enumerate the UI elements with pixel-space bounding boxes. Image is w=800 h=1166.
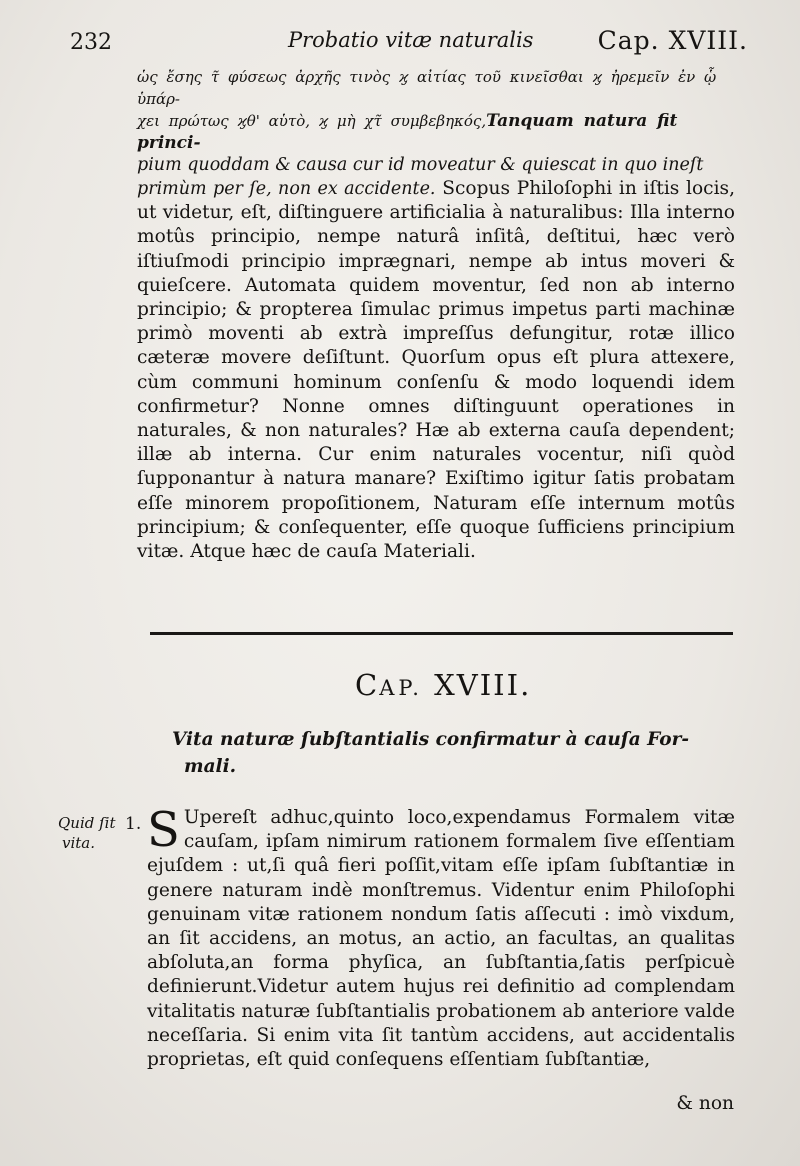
- page-number: 232: [70, 30, 112, 55]
- text-block-section-1: [125, 802, 735, 1072]
- greek-line-2-text: χει πρώτως ϗθ' αὑτὸ, ϗ μὴ χτ̃ συμβεβηκός,: [137, 112, 487, 130]
- catchword: & non: [676, 1093, 734, 1114]
- chapter-heading-ap: AP.: [379, 676, 423, 700]
- chapter-heading-numeral: XVIII.: [434, 668, 532, 702]
- chapter-heading-c: C: [355, 668, 380, 702]
- greek-line-2: [137, 110, 735, 154]
- running-title: Probatio vitæ naturalis: [288, 28, 534, 52]
- horizontal-rule: [150, 632, 733, 635]
- header-chapter: Cap. XVIII.: [597, 26, 748, 55]
- margin-note-line-1: Quid ſit: [58, 814, 116, 832]
- chapter-heading: [355, 668, 531, 702]
- subtitle-line-1: Vita naturæ ſubſtantialis confirmatur à cauſa For-: [172, 729, 690, 750]
- paragraph-1: [137, 177, 735, 564]
- section-number: 1.: [125, 814, 142, 834]
- italic-line-2: primùm per ſe, non ex accidente.: [137, 179, 436, 199]
- section-1-paragraph: [125, 802, 735, 1072]
- text-block-top: [137, 66, 735, 564]
- greek-line-1: ὡς ἔσης τ̃ φύσεως ἀρχῆς τινὸς ϗ αἰτίας τοῦ κινεῖσθαι ϗ ἠρεμεῖν ἐν ᾧ ὑπάρ-: [137, 68, 717, 108]
- italic-line-1: pium quoddam & causa cur id moveatur & quiescat in quo ineſt: [137, 155, 704, 175]
- margin-note: [58, 813, 116, 853]
- margin-note-line-2: vita.: [62, 834, 96, 852]
- chapter-subtitle: [172, 726, 738, 780]
- paragraph-1-text: Scopus Philoſophi in iſtis locis, ut videtur, eſt, diſtinguere artificialia à naturalibus: Illa interno motûs principio, nempe naturâ inſitâ, deſtitui, hæc verò iſtiuſmodi principio imprægnari, nempe ab intus moveri & quieſcere. Automata quidem moventur, ſed non ab interno principio; & propterea ſimulac primus impetus parti machinæ primò moventi ab extrà impreſſus defungitur, rotæ illico cæteræ movere deſiſtunt. Quorſum opus eſt plura attexere, cùm communi hominum conſenſu & modo loquendi idem confirmetur? Nonne omnes diſtinguunt operationes in naturales, & non naturales? Hæ ab externa cauſa dependent; illæ ab interna. Cur enim naturales vocentur, niſi quòd ſupponantur à natura manare? Exiſtimo igitur ſatis probatam eſſe minorem propoſitionem, Naturam eſſe internum motûs principium; & conſequenter, eſſe quoque ſufficiens principium vitæ. Atque hæc de cauſa Materiali.: [137, 178, 735, 563]
- section-1-text: Upereſt adhuc,quinto loco,expendamus Formalem vitæ cauſam, ipſam nimirum rationem formalem ſive eſſentiam ejuſdem : ut,ſi quâ fieri poſſit,vitam eſſe ipſam ſubſtantiæ in genere naturam indè monſtremus. Videntur enim Philoſophi genuinam vitæ rationem nondum ſatis aſſecuti : imò vixdum, an ſit accidens, an motus, an actio, an facultas, an qualitas abſoluta,an forma phyſica, an ſubſtantia,ſatis perſpicuè definierunt.Videtur autem hujus rei definitio ad complendam vitalitatis naturæ ſubſtantialis probationem ab anteriore valde neceſſaria. Si enim vita ſit tantùm accidens, aut accidentalis proprietas, eſt quid conſequens eſſentiam ſubſtantiæ,: [147, 807, 735, 1071]
- page-header: [70, 26, 748, 60]
- subtitle-line-2: mali.: [184, 756, 237, 777]
- latin-translation-start: Tanquam natura fit princi-: [137, 111, 678, 153]
- drop-cap: S: [147, 802, 180, 858]
